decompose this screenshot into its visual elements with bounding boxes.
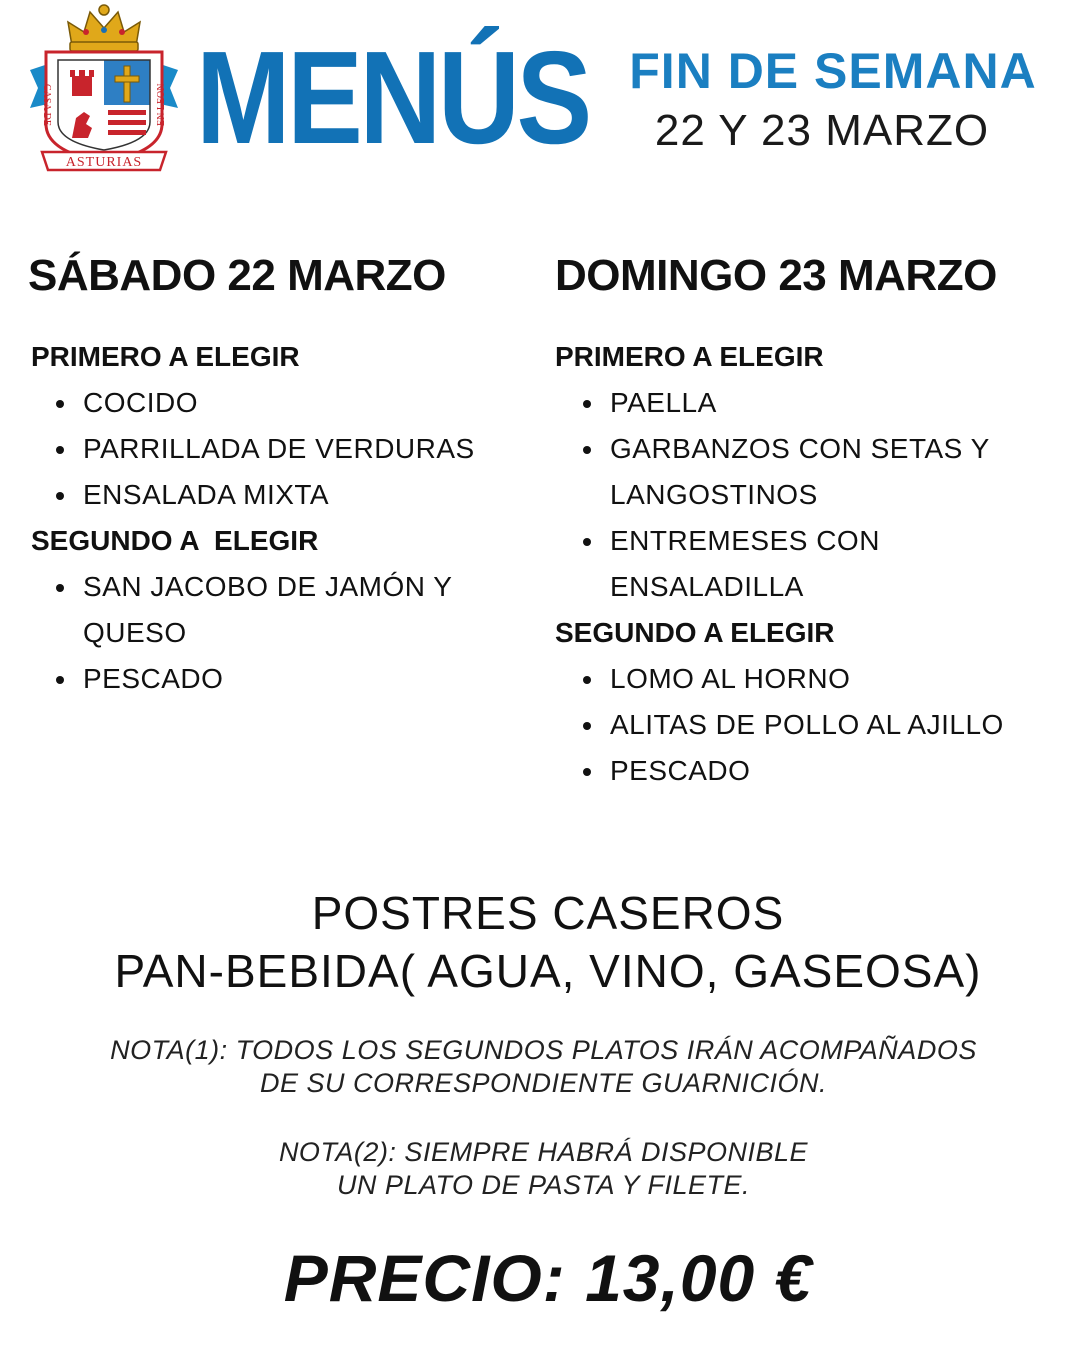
bullet-icon (583, 768, 591, 776)
item-label: PESCADO (610, 755, 751, 786)
item-label: ENSALADA MIXTA (83, 479, 330, 510)
list-item (583, 518, 923, 610)
saturday-second-list (56, 564, 538, 702)
list-item (56, 426, 538, 472)
note-1-line-2: DE SU CORRESPONDIENTE GUARNICIÓN. (259, 1068, 828, 1098)
saturday-first-list (56, 380, 538, 518)
svg-text:CASA DE: CASA DE (41, 84, 52, 126)
svg-text:ASTURIAS: ASTURIAS (65, 155, 143, 170)
bullet-icon (583, 538, 591, 546)
sunday-second-list (583, 656, 1075, 794)
subtitle-dates: 22 Y 23 MARZO (654, 106, 990, 155)
svg-text:EN LEON: EN LEON (156, 83, 167, 126)
saturday-first-label: PRIMERO A ELEGIR (31, 341, 300, 372)
note-2-line-2: UN PLATO DE PASTA Y FILETE. (336, 1170, 751, 1200)
sunday-menu (555, 248, 1075, 794)
bullet-icon (56, 584, 64, 592)
item-label: ALITAS DE POLLO AL AJILLO (610, 709, 1004, 740)
sunday-first-list (583, 380, 1075, 610)
list-item (583, 656, 1075, 702)
note-2-line-1: NOTA(2): SIEMPRE HABRÁ DISPONIBLE (278, 1137, 809, 1167)
list-item (56, 380, 538, 426)
bullet-icon (56, 400, 64, 408)
bullet-icon (583, 722, 591, 730)
item-label: SAN JACOBO DE JAMÓN Y QUESO (83, 571, 452, 648)
list-item (56, 656, 538, 702)
page-title: MENÚS (196, 24, 589, 171)
bullet-icon (583, 676, 591, 684)
sunday-first-label: PRIMERO A ELEGIR (555, 341, 824, 372)
list-item (583, 748, 1075, 794)
item-label: PAELLA (610, 387, 717, 418)
saturday-menu (28, 248, 538, 702)
item-label: PESCADO (83, 663, 224, 694)
sunday-second-label: SEGUNDO A ELEGIR (555, 617, 835, 648)
sunday-title: DOMINGO 23 MARZO (555, 251, 997, 300)
list-item (56, 564, 496, 656)
extras-block (0, 884, 1080, 1000)
list-item (56, 472, 538, 518)
note-2 (0, 1136, 1080, 1202)
list-item (583, 702, 1075, 748)
note-1 (0, 1034, 1080, 1100)
note-1-line-1: NOTA(1): TODOS LOS SEGUNDOS PLATOS IRÁN ACOMPAÑADOS (110, 1035, 977, 1065)
item-label: GARBANZOS CON SETAS Y LANGOSTINOS (610, 433, 990, 510)
bullet-icon (56, 446, 64, 454)
bullet-icon (56, 676, 64, 684)
coat-of-arms-logo (28, 2, 180, 174)
saturday-second-label: SEGUNDO A ELEGIR (31, 525, 319, 556)
bullet-icon (583, 400, 591, 408)
saturday-title: SÁBADO 22 MARZO (28, 251, 446, 300)
item-label: PARRILLADA DE VERDURAS (83, 433, 475, 464)
bullet-icon (56, 492, 64, 500)
list-item (583, 426, 1043, 518)
list-item (583, 380, 1075, 426)
desserts-line: POSTRES CASEROS (311, 887, 785, 939)
drinks-line: PAN-BEBIDA( AGUA, VINO, GASEOSA) (114, 945, 982, 997)
subtitle: FIN DE SEMANA (629, 43, 1037, 99)
item-label: COCIDO (83, 387, 198, 418)
price-label: PRECIO: 13,00 € (283, 1241, 813, 1315)
item-label: LOMO AL HORNO (610, 663, 851, 694)
bullet-icon (583, 446, 591, 454)
item-label: ENTREMESES CON ENSALADILLA (610, 525, 880, 602)
